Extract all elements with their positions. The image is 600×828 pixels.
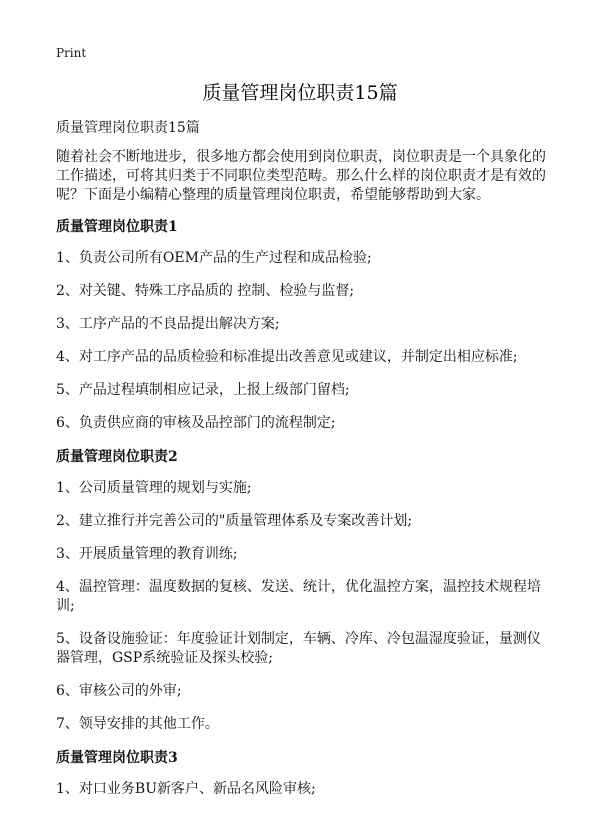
list-item: 3、工序产品的不良品提出解决方案;	[56, 316, 280, 332]
list-item: 5、产品过程填制相应记录，上报上级部门留档;	[56, 382, 350, 398]
list-item: 1、负责公司所有OEM产品的生产过程和成品检验;	[56, 250, 372, 266]
list-item: 3、开展质量管理的教育训练;	[56, 546, 238, 562]
list-item: 1、公司质量管理的规划与实施;	[56, 480, 252, 496]
document-subtitle: 质量管理岗位职责15篇	[56, 120, 200, 136]
list-item: 5、设备设施验证：年度验证计划制定，车辆、冷库、冷包温湿度验证，量测仪器管理，GSP系统验证及探头校验;	[56, 631, 541, 666]
section-2	[56, 447, 548, 734]
list-item: 2、对关键、特殊工序品质的 控制、检验与监督;	[56, 283, 355, 299]
list-item: 1、对口业务BU新客户、新品名风险审核;	[56, 781, 316, 797]
list-item: 6、审核公司的外审;	[56, 683, 182, 699]
list-item: 4、温控管理：温度数据的复核、发送、统计，优化温控方案，温控技术规程培训;	[56, 579, 541, 614]
list-item: 6、负责供应商的审核及品控部门的流程制定;	[56, 415, 336, 431]
print-link[interactable]: Print	[56, 46, 87, 60]
section-3	[56, 748, 548, 799]
section-heading: 质量管理岗位职责2	[56, 449, 178, 465]
list-item: 2、建立推行并完善公司的"质量管理体系及专案改善计划;	[56, 513, 413, 529]
list-item: 4、对工序产品的品质检验和标准提出改善意见或建议，并制定出相应标准;	[56, 349, 518, 365]
intro-paragraph: 随着社会不断地进步，很多地方都会使用到岗位职责，岗位职责是一个具象化的工作描述，可将其归类于不同职位类型范畴。那么什么样的岗位职责才是有效的呢？下面是小编精心整理的质量管理岗位职责，希望能够帮助到大家。	[56, 149, 546, 203]
document-title: 质量管理岗位职责15篇	[202, 82, 398, 104]
section-heading: 质量管理岗位职责1	[56, 219, 178, 235]
section-1	[56, 217, 548, 433]
list-item: 7、领导安排的其他工作。	[56, 716, 219, 732]
document-content	[56, 118, 548, 813]
section-heading: 质量管理岗位职责3	[56, 750, 178, 766]
